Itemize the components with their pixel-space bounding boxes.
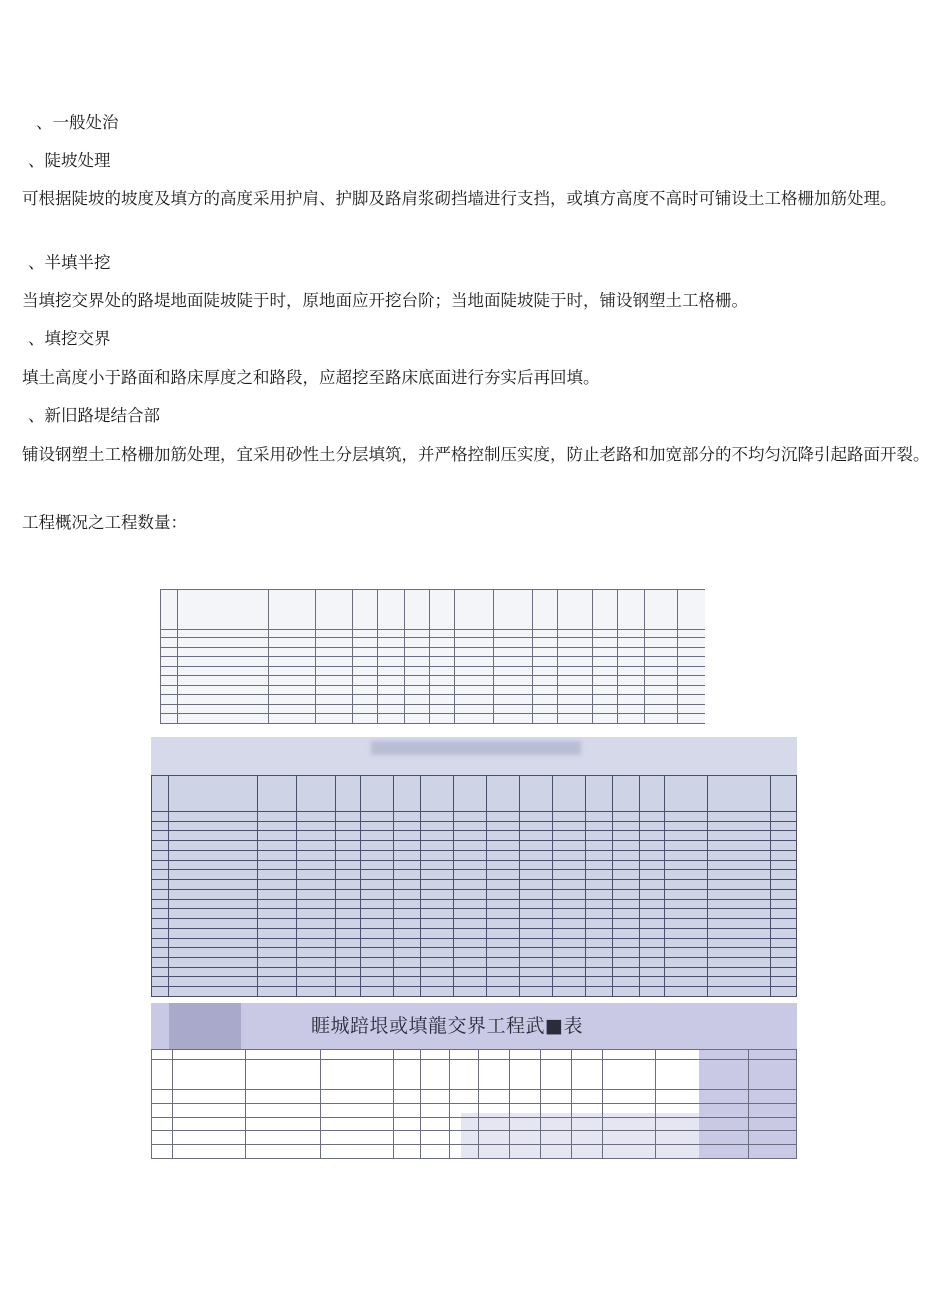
- scanned-table-image-3: [151, 1003, 797, 1159]
- heading-old-new-embankment: 、新旧路堤结合部: [28, 406, 160, 425]
- paragraph-old-new-embankment: 铺设钢塑土工格栅加筋处理，宜采用砂性土分层填筑，并严格控制压实度，防止老路和加宽部分的不均匀沉降引起路面开裂。: [22, 445, 930, 464]
- scanned-table-image-1: [160, 589, 705, 724]
- scan3-title: 睚城踣垠或填龍交界工程武■表: [311, 1015, 583, 1037]
- scan2-grid: [151, 775, 797, 997]
- scan1-grid: [160, 589, 705, 724]
- scanned-table-image-2: [151, 737, 797, 997]
- quantity-summary-line: 工程概况之工程数量：: [22, 513, 187, 532]
- heading-steep-slope: 、陡坡处理: [28, 151, 111, 170]
- heading-half-fill: 、半填半挖: [28, 253, 111, 272]
- scan3-left-block: [169, 1003, 241, 1049]
- heading-cut-fill: 、填挖交界: [28, 329, 111, 348]
- scan2-title-smudge: [371, 741, 581, 755]
- scan3-grid: [151, 1049, 797, 1159]
- paragraph-cut-fill: 填土高度小于路面和路床厚度之和路段，应超挖至路床底面进行夯实后再回填。: [22, 368, 600, 387]
- paragraph-steep-slope: 可根据陡坡的坡度及填方的高度采用护肩、护脚及路肩浆砌挡墙进行支挡，或填方高度不高时可铺设土工格栅加筋处理。: [22, 189, 897, 208]
- heading-general: 、一般处治: [36, 113, 119, 132]
- paragraph-half-fill: 当填挖交界处的路堤地面陡坡陡于时，原地面应开挖台阶；当地面陡坡陡于时，铺设钢塑土工格栅。: [22, 291, 748, 310]
